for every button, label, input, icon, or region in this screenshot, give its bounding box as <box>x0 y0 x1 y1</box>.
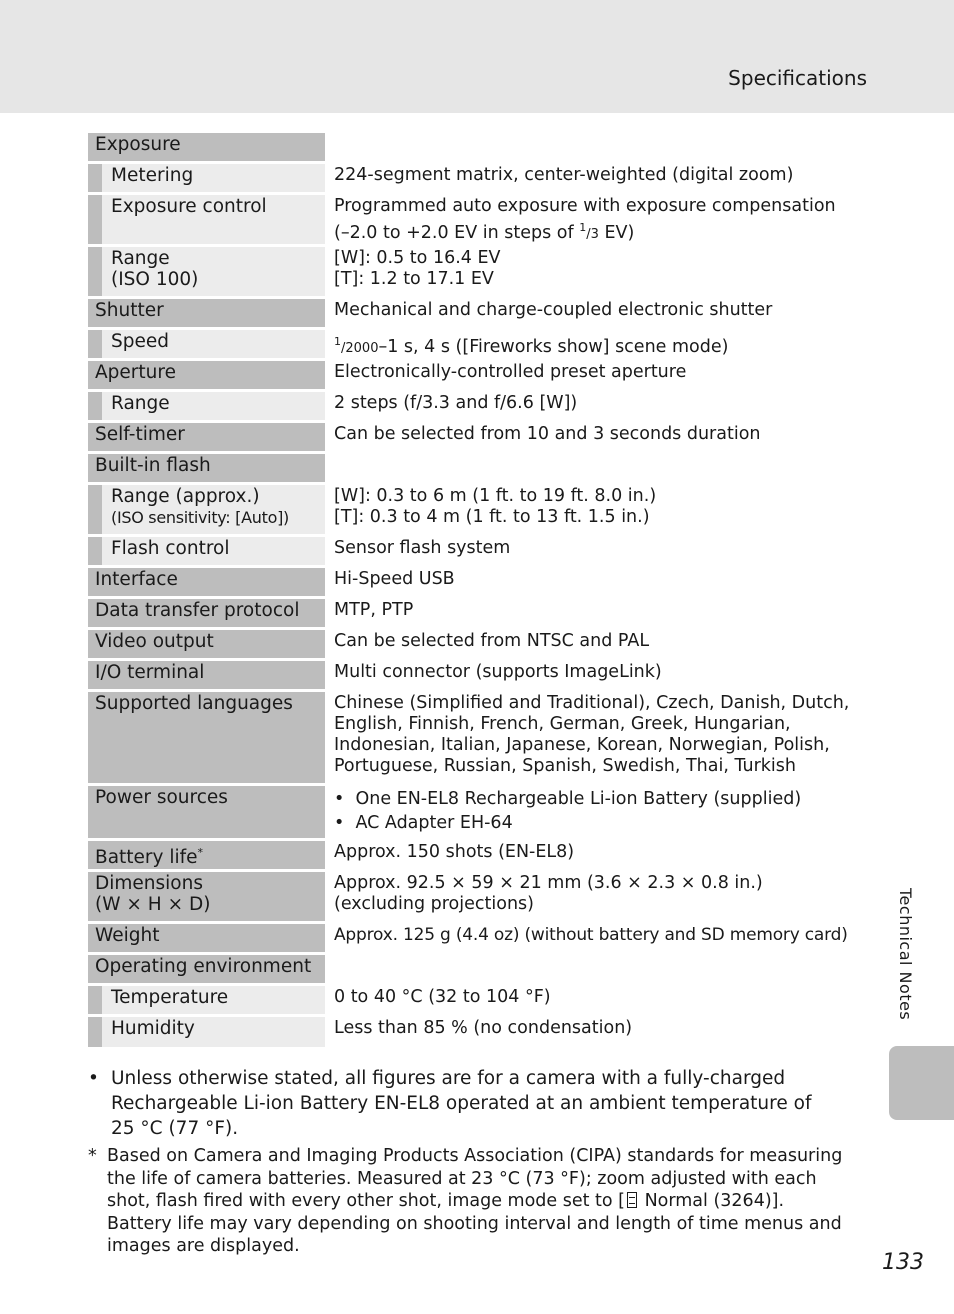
spec-label: Interface <box>88 568 325 596</box>
spec-value: MTP, PTP <box>334 600 414 620</box>
spec-row-metering <box>88 164 868 192</box>
spec-sublabel: Exposure control <box>102 195 325 244</box>
spec-row-aperture <box>88 361 868 389</box>
spec-row-power <box>88 786 868 838</box>
spec-value: Less than 85 % (no condensation) <box>334 1018 633 1038</box>
spec-value: Approx. 125 g (4.4 oz) (without battery and SD memory card) <box>334 925 848 945</box>
spec-row-flash <box>88 454 868 482</box>
spec-row-exposure <box>88 133 868 161</box>
spec-label: Self-timer <box>88 423 325 451</box>
spec-value: Programmed auto exposure with exposure compensation (–2.0 to +2.0 EV in steps of $^1$/3 EV) <box>334 196 836 243</box>
spec-value: Hi-Speed USB <box>334 569 455 589</box>
spec-label: Aperture <box>88 361 325 389</box>
spec-value: Can be selected from 10 and 3 seconds duration <box>334 424 761 444</box>
spec-row-interface <box>88 568 868 596</box>
spec-row-io-terminal <box>88 661 868 689</box>
spec-value <box>325 786 868 838</box>
spec-label: Power sources <box>88 786 325 838</box>
spec-label: Shutter <box>88 299 325 327</box>
spec-row-languages <box>88 692 868 783</box>
section-tab <box>889 1046 954 1120</box>
spec-row-flash-range <box>88 485 868 534</box>
spec-value: Can be selected from NTSC and PAL <box>334 631 650 651</box>
spec-value: Approx. 92.5 × 59 × 21 mm (3.6 × 2.3 × 0.8 in.) (excluding projections) <box>334 873 763 914</box>
spec-sublabel: Range (ISO 100) <box>102 247 325 296</box>
spec-label: Battery life* <box>88 841 325 869</box>
spec-value: 224-segment matrix, center-weighted (digital zoom) <box>334 165 794 185</box>
spec-sublabel: Range (approx.) (ISO sensitivity: [Auto]) <box>102 485 325 534</box>
spec-label: Data transfer protocol <box>88 599 325 627</box>
spec-label: Weight <box>88 924 325 952</box>
spec-row-humidity <box>88 1017 868 1047</box>
page-header <box>0 0 954 113</box>
spec-value: Chinese (Simplified and Traditional), Czech, Danish, Dutch, English, Finnish, French, German, Greek, Hungarian, Indonesian, Italian, Japanese, Korean, Norwegian, Polish, Portuguese, Russian, Spanish, Swedish, Thai, Turkish <box>334 693 850 776</box>
spec-row-data-transfer <box>88 599 868 627</box>
spec-sublabel: Humidity <box>102 1017 325 1047</box>
spec-value: Electronically-controlled preset aperture <box>334 362 687 382</box>
spec-sublabel: Flash control <box>102 537 325 565</box>
spec-label: Video output <box>88 630 325 658</box>
footnote-battery: * Based on Camera and Imaging Products Association (CIPA) standards for measuring the life of camera batteries. Measured at 23 °C (73 °F); zoom adjusted with each shot, flash fired with every other shot, image mode set to [ Normal (3264)]. Battery life may vary depending on shooting interval and length of time menus and images are displayed. <box>88 1146 843 1256</box>
section-side-label: Technical Notes <box>896 888 915 1021</box>
spec-row-dimensions <box>88 872 868 921</box>
spec-value: $^1$/2000–1 s, 4 s ([Fireworks show] scene mode) <box>334 335 729 357</box>
spec-value: Mechanical and charge-coupled electronic shutter <box>334 300 773 320</box>
spec-sublabel: Metering <box>102 164 325 192</box>
spec-sublabel: Range <box>102 392 325 420</box>
spec-row-shutter <box>88 299 868 327</box>
spec-row-exposure-control <box>88 195 868 244</box>
spec-table <box>88 133 868 1047</box>
spec-row-flash-control <box>88 537 868 565</box>
spec-row-temperature <box>88 986 868 1014</box>
spec-sublabel: Temperature <box>102 986 325 1014</box>
spec-label: Supported languages <box>88 692 325 783</box>
spec-value: 0 to 40 °C (32 to 104 °F) <box>334 987 551 1007</box>
page-number: 133 <box>882 1250 924 1275</box>
spec-value: Approx. 150 shots (EN-EL8) <box>334 842 575 862</box>
spec-row-weight <box>88 924 868 952</box>
spec-row-environment <box>88 955 868 983</box>
spec-sublabel: Speed <box>102 330 325 358</box>
footnote-general: • Unless otherwise stated, all figures are for a camera with a fully-charged Rechargeable Li-ion Battery EN-EL8 operated at an ambient temperature of 25 °C (77 °F). <box>88 1068 812 1139</box>
spec-row-aperture-range <box>88 392 868 420</box>
spec-row-exposure-range <box>88 247 868 296</box>
spec-row-shutter-speed <box>88 330 868 358</box>
spec-value: Multi connector (supports ImageLink) <box>334 662 662 682</box>
spec-row-battery <box>88 841 868 869</box>
footnotes <box>88 1066 868 1258</box>
spec-label: Exposure <box>88 133 325 161</box>
spec-label: Built-in flash <box>88 454 325 482</box>
spec-label: I/O terminal <box>88 661 325 689</box>
spec-value: [W]: 0.3 to 6 m (1 ft. to 19 ft. 8.0 in.) [T]: 0.3 to 4 m (1 ft. to 13 ft. 1.5 in.) <box>334 486 657 527</box>
spec-label: Dimensions (W × H × D) <box>88 872 325 921</box>
spec-value: 2 steps (f/3.3 and f/6.6 [W]) <box>334 393 578 413</box>
list-item: • AC Adapter EH-64 <box>334 813 513 833</box>
spec-value: Sensor flash system <box>334 538 511 558</box>
image-mode-normal-icon <box>627 1192 637 1208</box>
spec-value: [W]: 0.5 to 16.4 EV [T]: 1.2 to 17.1 EV <box>334 248 501 289</box>
spec-row-self-timer <box>88 423 868 451</box>
spec-row-video-output <box>88 630 868 658</box>
spec-label: Operating environment <box>88 955 325 983</box>
list-item: • One EN-EL8 Rechargeable Li-ion Battery (supplied) <box>334 789 802 809</box>
header-title: Specifications <box>728 66 867 90</box>
